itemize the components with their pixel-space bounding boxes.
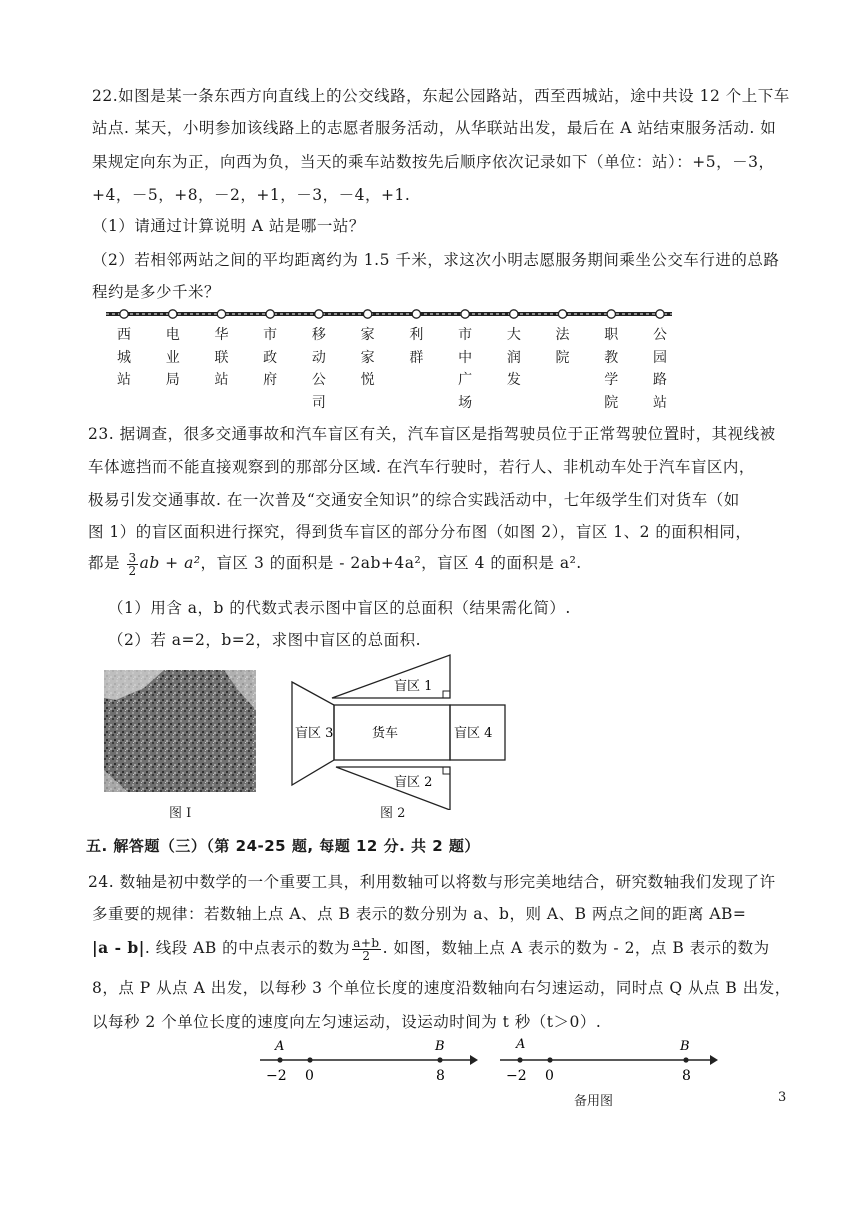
blind-zone-diagram	[282, 650, 512, 810]
station-dot	[169, 310, 177, 318]
station-label: 职 教 学 院	[604, 327, 619, 411]
figure-1-caption: 图 I	[169, 806, 192, 821]
station-dot	[217, 310, 225, 318]
q22-line-1: 22.如图是某一条东西方向直线上的公交线路，东起公园路站，西至西城站，途中共设 12 个上下车	[92, 87, 790, 105]
station-dot	[363, 310, 371, 318]
section-5-heading: 五. 解答题（三）（第 24-25 题, 每题 12 分. 共 2 题）	[86, 837, 480, 855]
blind-zone-1-label: 盲区 1	[394, 679, 433, 694]
point-a-dot	[517, 1057, 522, 1062]
q22-line-2: 站点. 某天，小明参加该线路上的志愿者服务活动，从华联站出发，最后在 A 站结束服务活动. 如	[92, 119, 777, 137]
fraction-numerator: 3	[128, 550, 137, 565]
blind-zone-2-label: 盲区 2	[394, 775, 433, 790]
figure-2-caption: 图 2	[380, 806, 406, 821]
station-dot	[412, 310, 420, 318]
station-dot	[656, 310, 664, 318]
station-dot	[120, 310, 128, 318]
label-zero: 0	[305, 1068, 314, 1084]
label-b: B	[435, 1039, 445, 1054]
midpoint-fraction	[352, 937, 380, 962]
absolute-value-expression: |a - b|	[92, 938, 145, 957]
point-a-dot	[277, 1057, 282, 1062]
q23-line-1: 23. 据调查，很多交通事故和汽车盲区有关，汽车盲区是指驾驶员位于正常驾驶位置时，其视线被	[88, 425, 776, 443]
midpoint-numerator: a+b	[353, 935, 380, 950]
q23-line-5-prefix: 都是	[88, 554, 126, 572]
label-minus-two: −2	[506, 1068, 527, 1084]
q23-subq-1: （1）用含 a，b 的代数式表示图中盲区的总面积（结果需化简）.	[108, 599, 571, 617]
backup-figure-caption: 备用图	[574, 1094, 614, 1109]
truck-label: 货车	[372, 726, 399, 741]
station-label: 公 园 路 站	[653, 327, 667, 411]
station-label: 市 政 府	[263, 327, 278, 388]
area-expression: ab + a²	[139, 554, 201, 572]
station-label: 大 润 发	[506, 327, 521, 388]
station-label: 家 家 悦	[360, 327, 375, 388]
fraction-denominator: 2	[128, 563, 137, 578]
arrow-head-icon	[710, 1055, 718, 1065]
q23-subq-2: （2）若 a=2，b=2，求图中盲区的总面积.	[108, 631, 422, 649]
station-label: 西 城 站	[117, 327, 131, 388]
label-a: A	[516, 1037, 526, 1052]
midpoint-denominator: 2	[362, 948, 371, 963]
q22-subq-2: （2）若相邻两站之间的平均距离约为 1.5 千米，求这次小明志愿服务期间乘坐公交车行进的总路	[92, 251, 780, 269]
q24-line-3-middle: . 线段 AB 的中点表示的数为	[144, 939, 351, 957]
fraction-three-halves	[127, 552, 137, 577]
station-dot	[461, 310, 469, 318]
q24-line-5: 以每秒 2 个单位长度的速度向左匀速运动，设运动时间为 t 秒（t＞0）.	[92, 1013, 602, 1031]
q23-line-4: 图 1）的盲区面积进行探究，得到货车盲区的部分分布图（如图 2），盲区 1、2 的面积相同，	[88, 523, 752, 541]
station-label: 移 动 公 司	[311, 327, 326, 411]
label-minus-two: −2	[266, 1068, 287, 1084]
label-zero: 0	[545, 1068, 554, 1084]
blind-zone-3-label: 盲区 3	[295, 726, 334, 741]
origin-dot	[307, 1057, 312, 1062]
number-line-main	[256, 1034, 478, 1086]
q24-line-4: 8，点 P 从点 A 出发，以每秒 3 个单位长度的速度沿数轴向右匀速运动，同时点 Q 从点 B 出发，	[92, 979, 791, 997]
arrow-head-icon	[470, 1055, 478, 1065]
station-dot	[315, 310, 323, 318]
station-dot	[266, 310, 274, 318]
station-dot	[607, 310, 615, 318]
point-b-dot	[437, 1057, 442, 1062]
q24-line-3	[92, 936, 770, 962]
label-eight: 8	[436, 1068, 445, 1084]
station-label: 法 院	[555, 327, 570, 366]
label-eight: 8	[682, 1068, 691, 1084]
number-line-backup	[496, 1034, 718, 1086]
station-label: 电 业 局	[165, 327, 180, 388]
station-label: 华 联 站	[214, 327, 229, 388]
q23-line-2: 车体遮挡而不能直接观察到的那部分区域. 在汽车行驶时，若行人、非机动车处于汽车盲区内，	[88, 458, 755, 476]
blind-zone-4-label: 盲区 4	[454, 726, 493, 741]
q24-line-1: 24. 数轴是初中数学的一个重要工具，利用数轴可以将数与形完美地结合，研究数轴我们发现了许	[88, 873, 776, 891]
bus-route-line	[100, 306, 680, 324]
q24-line-3-suffix: . 如图，数轴上点 A 表示的数为 - 2，点 B 表示的数为	[382, 939, 770, 957]
q22-subq-1: （1）请通过计算说明 A 站是哪一站？	[92, 217, 365, 235]
station-dot	[510, 310, 518, 318]
label-b: B	[680, 1039, 690, 1054]
station-label: 市 中 广 场	[458, 327, 473, 411]
q24-line-2: 多重要的规律：若数轴上点 A、点 B 表示的数分别为 a、b，则 A、B 两点之间的距离 AB=	[92, 905, 747, 923]
truck-photo	[104, 670, 256, 792]
q23-line-5-suffix: ，盲区 3 的面积是 - 2ab+4a²，盲区 4 的面积是 a².	[200, 554, 582, 572]
station-dot	[558, 310, 566, 318]
page-number: 3	[778, 1090, 787, 1105]
q23-line-3: 极易引发交通事故. 在一次普及“交通安全知识”的综合实践活动中，七年级学生们对货车（如	[88, 491, 740, 509]
q22-line-3: 果规定向东为正，向西为负，当天的乘车站数按先后顺序依次记录如下（单位：站）：+5，－3，	[92, 153, 775, 171]
station-label: 利 群	[409, 327, 424, 366]
q22-subq-2-cont: 程约是多少千米？	[92, 283, 221, 301]
origin-dot	[547, 1057, 552, 1062]
point-b-dot	[683, 1057, 688, 1062]
label-a: A	[275, 1039, 285, 1054]
q22-line-4: +4，－5，+8，－2，+1，－3，－4，+1.	[92, 186, 411, 204]
q23-line-5	[88, 551, 582, 577]
